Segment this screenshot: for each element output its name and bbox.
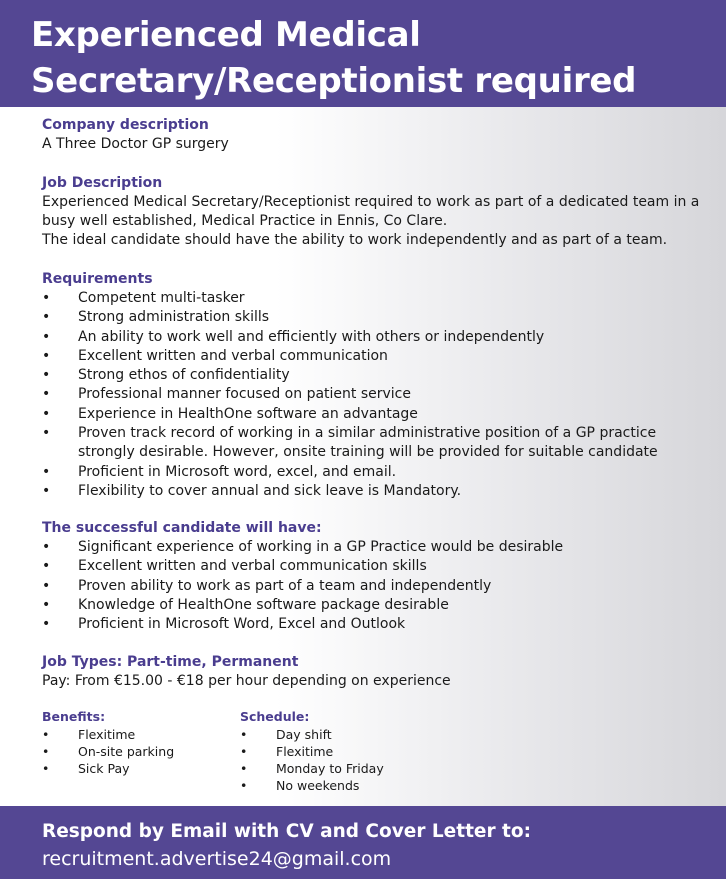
bullet-point: • [42,386,51,403]
requirement-item [42,366,682,385]
candidate-item-text: Significant experience of working in a GP Practice would be desirable [78,539,564,555]
candidate-list [42,538,682,634]
benefits-heading: Benefits: [42,709,106,724]
requirement-item [42,385,682,404]
schedule-item [240,760,430,777]
bullet-point: • [42,347,51,364]
bullet-point: • [42,744,50,759]
schedule-item-text: Monday to Friday [276,761,384,776]
job-types-heading: Job Types: Part-time, Permanent [42,654,299,670]
candidate-item-text: Proficient in Microsoft Word, Excel and Outlook [78,616,406,633]
company-description-text: A Three Doctor GP surgery [42,136,229,152]
requirement-item [42,347,682,366]
company-description-heading: Company description [42,117,209,133]
bullet-point: • [42,425,51,442]
requirement-item [42,424,682,463]
candidate-item-text: Knowledge of HealthOne software package desirable [78,596,449,613]
bullet-point: • [42,328,51,345]
benefit-item [42,743,232,760]
bullet-point: • [240,744,248,759]
successful-candidate-heading: The successful candidate will have: [42,520,322,536]
bullet-point: • [42,290,51,306]
header-banner [0,0,726,107]
candidate-item [42,596,682,615]
benefit-item-text: Flexitime [78,727,136,742]
bullet-point: • [42,539,51,555]
benefit-item-text: On-site parking [78,744,175,759]
schedule-item-text: Day shift [276,727,332,742]
bullet-point: • [42,463,51,480]
requirement-item-text: An ability to work well and efficiently with others or independently [78,328,545,345]
requirement-item [42,289,682,308]
requirement-item-text: Strong ethos of confidentiality [78,367,290,384]
requirement-item-text: Competent multi-tasker [78,290,245,306]
candidate-item [42,577,682,596]
requirement-item-text: Proficient in Microsoft word, excel, and email. [78,463,397,480]
page-title: Experienced Medical Secretary/Receptionist required [31,15,637,101]
footer-banner [0,806,726,879]
bullet-point: • [42,577,51,594]
requirement-item-text: Proven track record of working in a similar administrative position of a GP practice strongly desirable. However, onsite training will be provided for suitable candidate [78,425,658,461]
requirement-item [42,308,682,327]
requirement-item [42,463,682,482]
bullet-point: • [42,558,51,575]
schedule-list [240,726,430,794]
job-description-paragraph: Experienced Medical Secretary/Receptionist required to work as part of a dedicated team in a busy well established, Medical Practice in Ennis, Co Clare. [42,194,700,230]
benefit-item [42,760,232,777]
candidate-item-text: Proven ability to work as part of a team and independently [78,577,492,594]
candidate-item [42,615,682,634]
requirements-list [42,289,682,501]
schedule-heading: Schedule: [240,709,310,724]
requirement-item-text: Excellent written and verbal communication [78,347,388,364]
pay-text: Pay: From €15.00 - €18 per hour depending on experience [42,673,451,689]
bullet-point: • [42,761,50,776]
requirement-item-text: Flexibility to cover annual and sick leave is Mandatory. [78,482,462,499]
bullet-point: • [42,309,51,326]
schedule-item [240,743,430,760]
schedule-item [240,777,430,794]
bullet-point: • [240,778,248,793]
bullet-point: • [240,761,248,776]
requirement-item-text: Strong administration skills [78,309,270,326]
contact-email: recruitment.advertise24@gmail.com [42,848,392,870]
candidate-item [42,557,682,576]
benefit-item-text: Sick Pay [78,761,130,776]
requirements-heading: Requirements [42,271,153,287]
bullet-point: • [240,727,248,742]
bullet-point: • [42,616,51,633]
schedule-item-text: No weekends [276,778,360,793]
schedule-item [240,726,430,743]
bullet-point: • [42,596,51,613]
requirement-item [42,328,682,347]
bullet-point: • [42,405,51,422]
candidate-item-text: Excellent written and verbal communication skills [78,558,427,575]
job-description-heading: Job Description [42,175,163,191]
schedule-item-text: Flexitime [276,744,334,759]
contact-call-to-action: Respond by Email with CV and Cover Letter to: [42,821,531,842]
bullet-point: • [42,727,50,742]
job-ad-body [0,107,726,806]
job-description-ideal-candidate: The ideal candidate should have the ability to work independently and as part of a team. [42,232,668,248]
requirement-item [42,482,682,501]
requirement-item-text: Experience in HealthOne software an advantage [78,405,418,422]
bullet-point: • [42,367,51,384]
benefit-item [42,726,232,743]
requirement-item-text: Professional manner focused on patient service [78,386,411,403]
benefits-list [42,726,232,777]
bullet-point: • [42,482,51,499]
requirement-item [42,405,682,424]
candidate-item [42,538,682,557]
